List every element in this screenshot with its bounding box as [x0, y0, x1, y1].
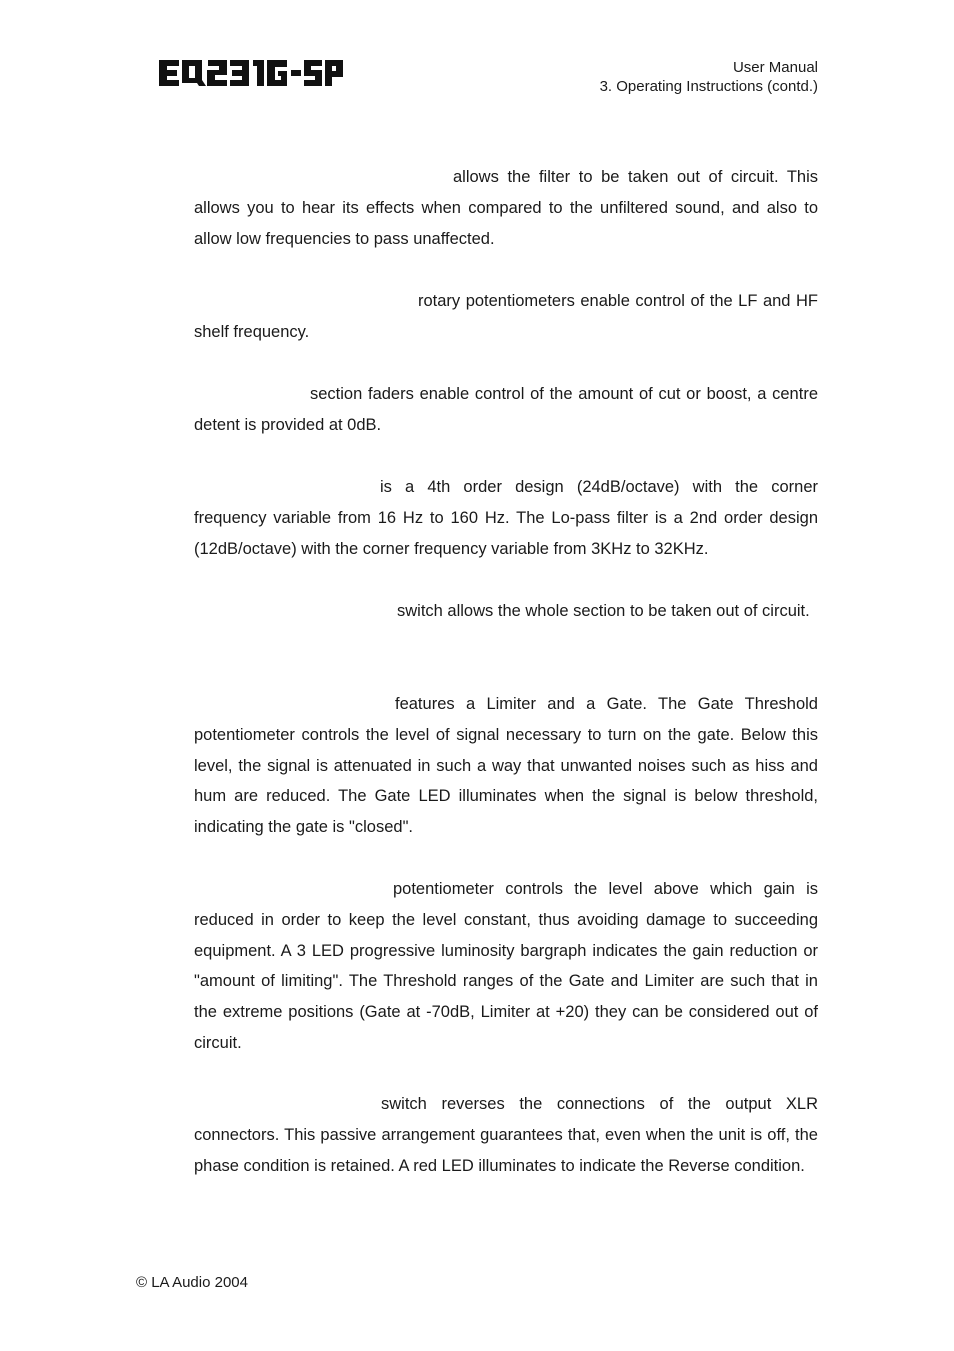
paragraph-phase-reverse: switch reverses the connections of the output XLR connectors. This passive arrangement guarantees that, even when the unit is off, the phase condition is retained. A red LED illuminates to indicate the Reverse condition.	[194, 1095, 818, 1175]
footer-copyright: © LA Audio 2004	[136, 1274, 248, 1291]
paragraph-filter-bypass: allows the filter to be taken out of circuit. This allows you to hear its effects when compared to the unfiltered sound, and also to allow low frequencies to pass unaffected.	[194, 168, 818, 248]
paragraph-dynamics: features a Limiter and a Gate. The Gate Threshold potentiometer controls the level of signal necessary to turn on the gate. Below this level, the signal is attenuated in such a way that unwanted noises such as hiss and hum are reduced. The Gate LED illuminates when the signal is below threshold, indicating the gate is "closed".	[194, 695, 818, 837]
paragraph-section-switch: switch allows the whole section to be taken out of circuit.	[397, 602, 810, 620]
header-right	[600, 58, 818, 96]
paragraph-section-faders: section faders enable control of the amount of cut or boost, a centre detent is provided at 0dB.	[194, 385, 818, 434]
eq231g-sp-logo	[158, 57, 344, 89]
header-subtitle: 3. Operating Instructions (contd.)	[599, 78, 818, 95]
paragraph-shelf-frequency: rotary potentiometers enable control of the LF and HF shelf frequency.	[194, 292, 818, 341]
paragraph-filter-design: is a 4th order design (24dB/octave) with the corner frequency variable from 16 Hz to 160 Hz. The Lo-pass filter is a 2nd order design (12dB/octave) with the corner frequency variable from 3KHz to 32KHz.	[194, 478, 818, 558]
paragraph-limiter: potentiometer controls the level above which gain is reduced in order to keep the level constant, thus avoiding damage to succeeding equipment. A 3 LED progressive luminosity bargraph indicates the gain reduction or "amount of limiting". The Threshold ranges of the Gate and Limiter are such that in the extreme positions (Gate at -70dB, Limiter at +20) they can be considered out of circuit.	[194, 880, 818, 1052]
header-title: User Manual	[732, 59, 818, 76]
